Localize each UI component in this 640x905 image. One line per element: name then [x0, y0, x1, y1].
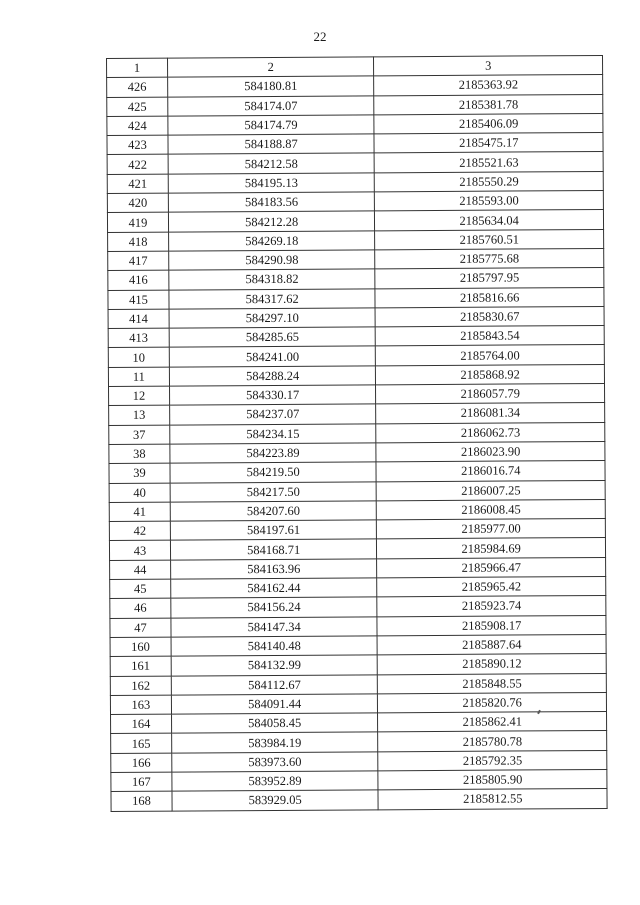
cell-y-coordinate: 2185887.64 [377, 634, 606, 655]
cell-x-coordinate: 584195.13 [168, 173, 375, 194]
cell-x-coordinate: 584318.82 [169, 269, 376, 290]
cell-point-number: 415 [108, 290, 169, 310]
cell-x-coordinate: 584168.71 [170, 539, 377, 560]
cell-point-number: 167 [111, 772, 172, 792]
cell-point-number: 421 [107, 174, 168, 194]
cell-x-coordinate: 584223.89 [170, 443, 377, 464]
column-header-y: 3 [374, 55, 603, 76]
cell-point-number: 420 [107, 193, 168, 213]
cell-y-coordinate: 2185775.68 [375, 248, 604, 269]
cell-y-coordinate: 2186057.79 [376, 384, 605, 405]
cell-y-coordinate: 2185381.78 [374, 94, 603, 115]
cell-point-number: 10 [108, 348, 169, 368]
cell-x-coordinate: 584058.45 [171, 713, 378, 734]
cell-y-coordinate: 2185792.35 [378, 750, 607, 771]
cell-y-coordinate: 2185965.42 [377, 576, 606, 597]
cell-x-coordinate: 584140.48 [171, 636, 378, 657]
cell-y-coordinate: 2185521.63 [375, 152, 604, 173]
cell-x-coordinate: 584174.79 [168, 115, 375, 136]
cell-y-coordinate: 2185780.78 [378, 731, 607, 752]
cell-x-coordinate: 584330.17 [169, 385, 376, 406]
cell-y-coordinate: 2185816.66 [375, 287, 604, 308]
cell-y-coordinate: 2185820.76 [378, 692, 607, 713]
cell-y-coordinate: 2185843.54 [376, 326, 605, 347]
cell-point-number: 45 [110, 579, 171, 599]
cell-x-coordinate: 584112.67 [171, 674, 378, 695]
cell-point-number: 12 [109, 386, 170, 406]
cell-point-number: 39 [109, 463, 170, 483]
cell-x-coordinate: 583984.19 [172, 732, 379, 753]
cell-y-coordinate: 2185634.04 [375, 210, 604, 231]
cell-y-coordinate: 2186023.90 [376, 441, 605, 462]
cell-point-number: 413 [108, 328, 169, 348]
cell-y-coordinate: 2185550.29 [375, 171, 604, 192]
cell-point-number: 422 [107, 155, 168, 175]
cell-y-coordinate: 2185760.51 [375, 229, 604, 250]
cell-point-number: 160 [110, 637, 171, 657]
cell-x-coordinate: 584288.24 [169, 366, 376, 387]
cell-x-coordinate: 584241.00 [169, 346, 376, 367]
cell-x-coordinate: 584212.28 [168, 211, 375, 232]
cell-x-coordinate: 584162.44 [171, 578, 378, 599]
cell-point-number: 44 [110, 560, 171, 580]
cell-y-coordinate: 2185406.09 [374, 113, 603, 134]
cell-point-number: 164 [111, 714, 172, 734]
coordinates-table [106, 55, 608, 812]
cell-y-coordinate: 2185862.41 [378, 712, 607, 733]
cell-x-coordinate: 584091.44 [171, 694, 378, 715]
cell-y-coordinate: 2185830.67 [375, 306, 604, 327]
cell-x-coordinate: 584237.07 [169, 404, 376, 425]
cell-point-number: 423 [107, 135, 168, 155]
cell-x-coordinate: 584212.58 [168, 153, 375, 174]
cell-point-number: 162 [110, 676, 171, 696]
cell-point-number: 168 [111, 791, 172, 811]
column-header-x: 2 [167, 57, 374, 78]
cell-x-coordinate: 584180.81 [167, 76, 374, 97]
cell-y-coordinate: 2185908.17 [377, 615, 606, 636]
cell-point-number: 46 [110, 598, 171, 618]
cell-y-coordinate: 2185797.95 [375, 268, 604, 289]
cell-x-coordinate: 584297.10 [169, 308, 376, 329]
column-header-point: 1 [107, 58, 168, 78]
cell-x-coordinate: 583929.05 [172, 790, 379, 811]
cell-point-number: 11 [108, 367, 169, 387]
cell-y-coordinate: 2185363.92 [374, 75, 603, 96]
cell-x-coordinate: 584285.65 [169, 327, 376, 348]
cell-y-coordinate: 2185848.55 [378, 673, 607, 694]
cell-point-number: 37 [109, 425, 170, 445]
cell-point-number: 425 [107, 97, 168, 117]
cell-y-coordinate: 2185805.90 [378, 769, 607, 790]
cell-y-coordinate: 2185593.00 [375, 191, 604, 212]
cell-point-number: 161 [110, 656, 171, 676]
cell-x-coordinate: 584207.60 [170, 501, 377, 522]
cell-point-number: 419 [107, 212, 168, 232]
cell-point-number: 416 [108, 270, 169, 290]
cell-x-coordinate: 583973.60 [172, 752, 379, 773]
cell-y-coordinate: 2185984.69 [377, 538, 606, 559]
cell-y-coordinate: 2186008.45 [377, 499, 606, 520]
cell-x-coordinate: 584197.61 [170, 520, 377, 541]
cell-point-number: 418 [108, 232, 169, 252]
cell-point-number: 40 [109, 483, 170, 503]
cell-y-coordinate: 2185890.12 [378, 654, 607, 675]
cell-x-coordinate: 584217.50 [170, 481, 377, 502]
cell-y-coordinate: 2186062.73 [376, 422, 605, 443]
cell-point-number: 41 [109, 502, 170, 522]
cell-x-coordinate: 584188.87 [168, 134, 375, 155]
table-row [111, 789, 607, 811]
cell-point-number: 47 [110, 618, 171, 638]
cell-x-coordinate: 584147.34 [171, 616, 378, 637]
cell-point-number: 43 [109, 541, 170, 561]
cell-y-coordinate: 2185977.00 [377, 519, 606, 540]
cell-point-number: 165 [111, 734, 172, 754]
table-body [107, 75, 607, 811]
cell-x-coordinate: 584156.24 [171, 597, 378, 618]
page-number: 22 [313, 29, 327, 44]
cell-y-coordinate: 2185923.74 [377, 596, 606, 617]
cell-x-coordinate: 584290.98 [169, 250, 376, 271]
cell-x-coordinate: 584163.96 [170, 559, 377, 580]
cell-x-coordinate: 584234.15 [170, 423, 377, 444]
cell-y-coordinate: 2185812.55 [378, 789, 607, 810]
cell-y-coordinate: 2186016.74 [376, 461, 605, 482]
cell-y-coordinate: 2185764.00 [376, 345, 605, 366]
cell-point-number: 42 [109, 521, 170, 541]
cell-x-coordinate: 584317.62 [169, 288, 376, 309]
cell-x-coordinate: 584219.50 [170, 462, 377, 483]
cell-point-number: 414 [108, 309, 169, 329]
cell-x-coordinate: 584174.07 [168, 95, 375, 116]
cell-point-number: 166 [111, 753, 172, 773]
cell-x-coordinate: 584132.99 [171, 655, 378, 676]
cell-y-coordinate: 2185966.47 [377, 557, 606, 578]
cell-point-number: 417 [108, 251, 169, 271]
cell-y-coordinate: 2185475.17 [374, 133, 603, 154]
cell-x-coordinate: 584183.56 [168, 192, 375, 213]
cell-x-coordinate: 584269.18 [168, 231, 375, 252]
cell-point-number: 38 [109, 444, 170, 464]
cell-point-number: 163 [110, 695, 171, 715]
cell-y-coordinate: 2185868.92 [376, 364, 605, 385]
cell-point-number: 424 [107, 116, 168, 136]
cell-point-number: 13 [109, 405, 170, 425]
cell-point-number: 426 [107, 77, 168, 97]
cell-x-coordinate: 583952.89 [172, 771, 379, 792]
cell-y-coordinate: 2186007.25 [377, 480, 606, 501]
cell-y-coordinate: 2186081.34 [376, 403, 605, 424]
